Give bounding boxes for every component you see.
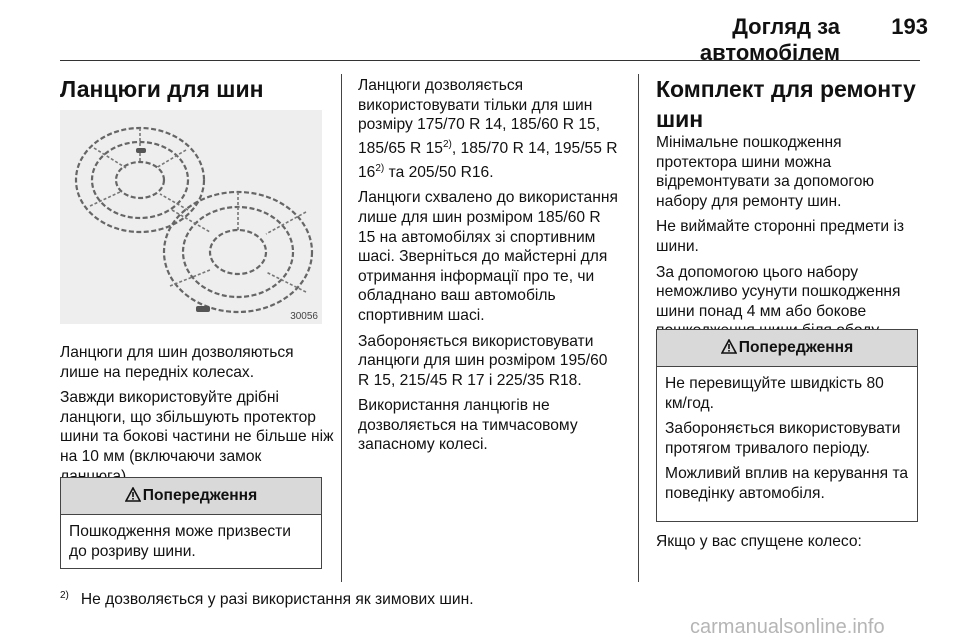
column-divider-1 — [341, 74, 342, 582]
warning-text: Забороняється використовувати протягом тривалого періоду. — [665, 420, 901, 457]
section-title-tire-chains: Ланцюги для шин — [60, 76, 264, 102]
footnote-marker: 2) — [60, 590, 69, 601]
warning-body — [61, 515, 321, 561]
warning-triangle-icon — [125, 487, 141, 502]
paragraph: Забороняється використовувати ланцюги для шин розміром 195/60 R 15, 215/45 R 17 і 225/35 R18. — [358, 332, 608, 389]
paragraph: Не виймайте сторонні предмети із шини. — [656, 218, 905, 255]
paragraph: За допомогою цього набору неможливо усунути пошкодження шини понад 4 мм або бокове — [656, 263, 901, 320]
paragraph: Ланцюги для шин дозволяються лише на передніх колесах. — [60, 344, 294, 381]
text-segment: та 205/50 R16. — [384, 163, 494, 181]
warning-title: Попередження — [738, 339, 854, 356]
page-number: 193 — [891, 14, 928, 39]
footnote-ref: 2) — [442, 138, 452, 150]
column-divider-2 — [638, 74, 639, 582]
warning-body — [657, 367, 917, 504]
paragraph: Використання ланцюгів не дозволяється на тимчасовому запасному колесі. — [358, 397, 578, 454]
warning-text: Можливий вплив на керування та поведінку автомобіля. — [665, 465, 909, 502]
tire-chains-figure — [60, 110, 322, 324]
footnote — [60, 590, 474, 609]
paragraph: Мінімальне пошкодження протектора шини можна відремонтувати за допомогою набору для ремонту шин. — [656, 134, 875, 210]
header-rule — [60, 60, 920, 61]
watermark: carmanualsonline.info — [690, 616, 885, 638]
column-1-text — [60, 343, 335, 492]
tire-chains-illustration — [60, 110, 322, 324]
footnote-ref: 2) — [375, 162, 385, 174]
warning-triangle-icon — [721, 339, 737, 354]
warning-header — [61, 478, 321, 515]
paragraph-allowed-sizes — [358, 76, 620, 182]
warning-box-tire-damage — [60, 477, 322, 569]
column-2-text — [358, 76, 620, 461]
text-segment: , 185/70 R 14, 195/55 R 16 — [358, 139, 618, 181]
figure-number: 30056 — [290, 311, 318, 322]
after-warning-text: Якщо у вас спущене колесо: — [656, 533, 862, 550]
footnote-text: Не дозволяється у разі використання як зимових шин. — [80, 591, 474, 609]
text-segment: Ланцюги дозволяється використовувати тільки для шин розміру 175/70 R 14, 185/60 R 15, 185/65 R 15 — [358, 77, 601, 157]
warning-title: Попередження — [142, 487, 258, 504]
column-3-text — [656, 133, 918, 347]
section-title-repair-kit: Комплект для ремонту шин — [656, 76, 916, 132]
warning-box-speed — [656, 329, 918, 522]
paragraph: Завжди використовуйте дрібні ланцюги, що збільшують протектор шини та бокові частини не більше ніж на 10 мм (включаючи замок — [60, 389, 334, 465]
warning-text: Не перевищуйте швидкість 80 км/год. — [665, 375, 884, 412]
warning-text: Пошкодження може призвести до розриву шини. — [69, 523, 291, 560]
warning-header — [657, 330, 917, 367]
running-header-title: Догляд за автомобілем — [699, 14, 840, 65]
paragraph: Ланцюги схвалено до використання лише для шин розміром 185/60 R 15 на автомобілях зі спортивним шасі. Зверніться до майстерні для отримання інформації про те, чи обладнано ваш автомобіль спортивним шасі. — [358, 189, 618, 324]
